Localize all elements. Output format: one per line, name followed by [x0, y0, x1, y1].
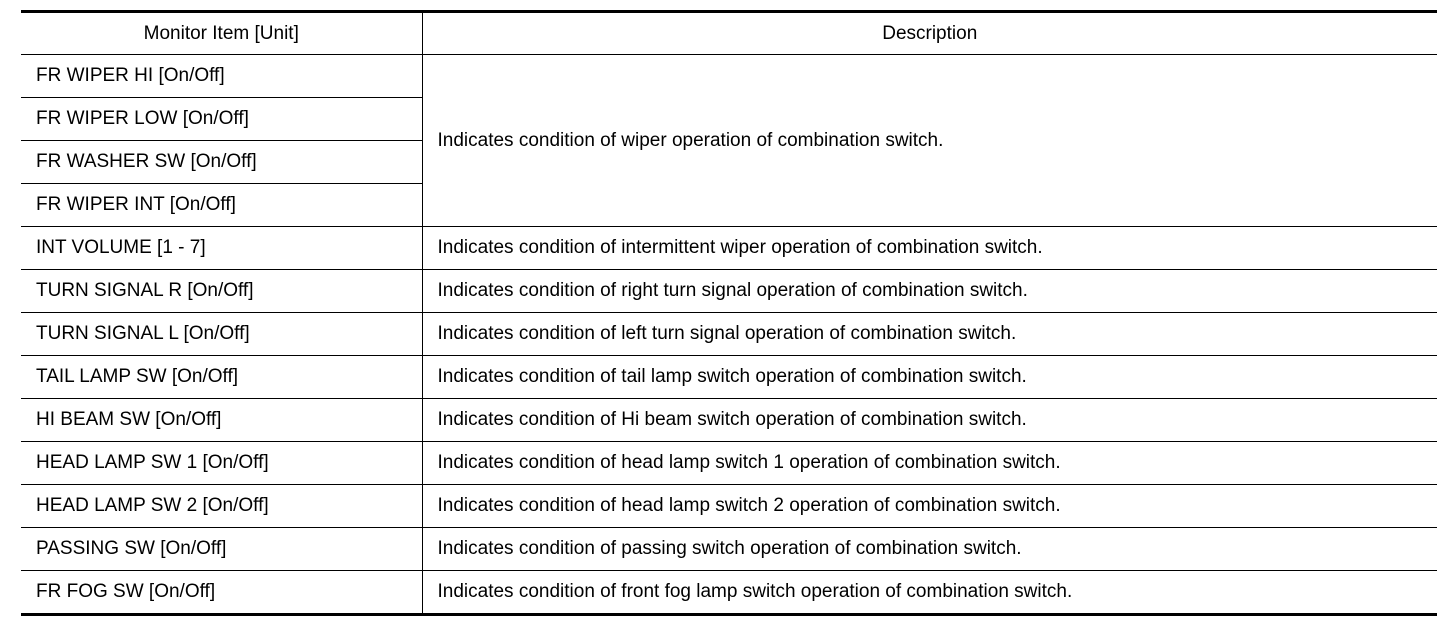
table-row	[21, 55, 1437, 98]
description-cell: Indicates condition of wiper operation of combination switch.	[422, 55, 1437, 227]
table-row	[21, 571, 1437, 615]
table-row	[21, 313, 1437, 356]
monitor-item-cell: TURN SIGNAL R [On/Off]	[21, 270, 422, 313]
monitor-item-cell: FR WASHER SW [On/Off]	[21, 141, 422, 184]
monitor-item-cell: INT VOLUME [1 - 7]	[21, 227, 422, 270]
table-row	[21, 442, 1437, 485]
monitor-item-cell: FR WIPER INT [On/Off]	[21, 184, 422, 227]
table-header-row	[21, 12, 1437, 55]
table-row	[21, 270, 1437, 313]
description-cell: Indicates condition of front fog lamp switch operation of combination switch.	[422, 571, 1437, 615]
monitor-item-cell: PASSING SW [On/Off]	[21, 528, 422, 571]
table-row	[21, 485, 1437, 528]
monitor-item-cell: FR FOG SW [On/Off]	[21, 571, 422, 615]
description-cell: Indicates condition of left turn signal operation of combination switch.	[422, 313, 1437, 356]
description-cell: Indicates condition of right turn signal operation of combination switch.	[422, 270, 1437, 313]
description-cell: Indicates condition of passing switch operation of combination switch.	[422, 528, 1437, 571]
table-row	[21, 356, 1437, 399]
monitor-item-cell: HEAD LAMP SW 2 [On/Off]	[21, 485, 422, 528]
monitor-item-table	[21, 10, 1437, 616]
monitor-item-cell: HEAD LAMP SW 1 [On/Off]	[21, 442, 422, 485]
monitor-item-cell: FR WIPER HI [On/Off]	[21, 55, 422, 98]
table-row	[21, 227, 1437, 270]
header-description: Description	[422, 12, 1437, 55]
monitor-item-cell: TURN SIGNAL L [On/Off]	[21, 313, 422, 356]
monitor-item-cell: HI BEAM SW [On/Off]	[21, 399, 422, 442]
description-cell: Indicates condition of tail lamp switch operation of combination switch.	[422, 356, 1437, 399]
header-monitor-item: Monitor Item [Unit]	[21, 12, 422, 55]
description-cell: Indicates condition of head lamp switch 2 operation of combination switch.	[422, 485, 1437, 528]
description-cell: Indicates condition of intermittent wiper operation of combination switch.	[422, 227, 1437, 270]
monitor-item-table-container	[21, 10, 1437, 616]
description-cell: Indicates condition of head lamp switch 1 operation of combination switch.	[422, 442, 1437, 485]
monitor-item-cell: FR WIPER LOW [On/Off]	[21, 98, 422, 141]
table-row	[21, 528, 1437, 571]
monitor-item-cell: TAIL LAMP SW [On/Off]	[21, 356, 422, 399]
description-cell: Indicates condition of Hi beam switch operation of combination switch.	[422, 399, 1437, 442]
table-row	[21, 399, 1437, 442]
